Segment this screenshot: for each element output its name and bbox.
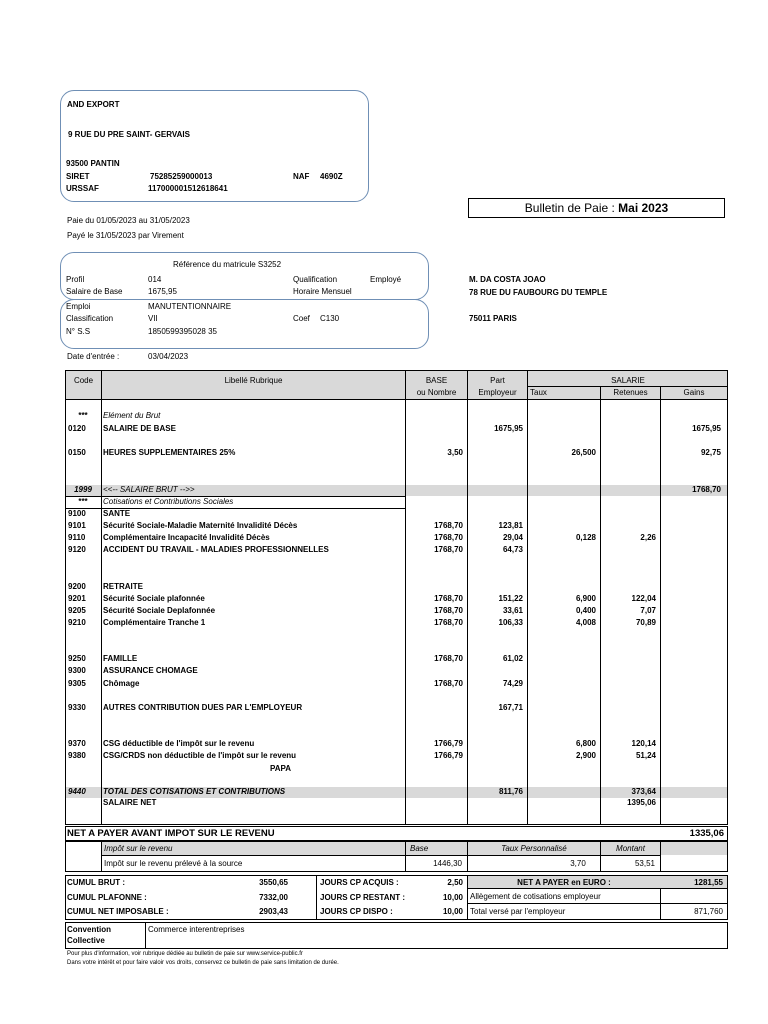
naf-label: NAF: [293, 172, 310, 181]
date-entree-label: Date d'entrée :: [67, 352, 120, 361]
company-city: 93500 PANTIN: [66, 159, 120, 168]
salaire-base-label: Salaire de Base: [66, 287, 123, 296]
row-base: 3,50: [447, 448, 463, 457]
row-taux: 0,400: [575, 606, 596, 615]
coef-label: Coef: [293, 314, 310, 323]
classification-label: Classification: [66, 314, 114, 323]
row-label: Chômage: [103, 679, 140, 688]
allegement-label: Allègement de cotisations employeur: [470, 892, 601, 901]
row-code: 9330: [68, 703, 86, 712]
row-code: 9380: [68, 751, 86, 760]
row-label: Sécurité Sociale-Maladie Maternité Invalidité Décès: [103, 521, 298, 530]
row-retenues: 51,24: [635, 751, 656, 760]
row-base: 1768,70: [434, 545, 463, 554]
net-euro-label: NET A PAYER en EURO :: [517, 878, 611, 887]
company-address: 9 RUE DU PRE SAINT- GERVAIS: [68, 130, 190, 139]
impot-vline-1: [101, 841, 102, 872]
row-taux: 4,008: [575, 618, 596, 627]
row-taux: 2,900: [575, 751, 596, 760]
row-code: ***: [78, 411, 88, 420]
row-part-employeur: 106,33: [498, 618, 523, 627]
cp-restant-label: JOURS CP RESTANT :: [320, 893, 406, 902]
row-code: 9300: [68, 666, 86, 675]
horaire-label: Horaire Mensuel: [293, 287, 352, 296]
qualification-value: Employé: [370, 275, 402, 284]
bulletin-title-label: Bulletin de Paie :: [524, 201, 619, 215]
profil-value: 014: [148, 275, 162, 284]
row-part-employeur: 811,76: [498, 787, 523, 796]
row-part-employeur: 1675,95: [494, 424, 523, 433]
row-retenues: 122,04: [631, 594, 656, 603]
ss-value: 1850599395028 35: [148, 327, 217, 336]
date-entree-value: 03/04/2023: [148, 352, 189, 361]
row-base: 1768,70: [434, 594, 463, 603]
row-gains: 92,75: [700, 448, 721, 457]
cp-dispo-label: JOURS CP DISPO :: [320, 907, 393, 916]
row-retenues: 70,89: [635, 618, 656, 627]
salaire-base-value: 1675,95: [148, 287, 177, 296]
row-label: CSG/CRDS non déductible de l'impôt sur le revenu: [103, 751, 297, 760]
impot-header-montant: Montant: [616, 844, 645, 853]
row-label: SALAIRE NET: [103, 798, 157, 807]
row-retenues: 2,26: [640, 533, 656, 542]
impot-header-label: Impôt sur le revenu: [104, 844, 173, 853]
row-code: 0120: [68, 424, 86, 433]
row-part-employeur: 167,71: [498, 703, 523, 712]
row-base: 1768,70: [434, 618, 463, 627]
coef-value: C130: [320, 314, 340, 323]
matricule: Référence du matricule S3252: [173, 260, 282, 269]
row-label: CSG déductible de l'impôt sur le revenu: [103, 739, 255, 748]
row-base: 1768,70: [434, 521, 463, 530]
row-label: AUTRES CONTRIBUTION DUES PAR L'EMPLOYEUR: [103, 703, 303, 712]
impot-header-taux: Taux Personnalisé: [501, 844, 567, 853]
net-euro-value: 1281,55: [694, 878, 723, 887]
total-verse-value: 871,760: [694, 907, 723, 916]
convention-label-2: Collective: [67, 936, 105, 945]
cp-acquis-label: JOURS CP ACQUIS :: [320, 878, 399, 887]
cumul-brut-value: 3550,65: [259, 878, 288, 887]
row-taux: 6,800: [575, 739, 596, 748]
row-base: 1766,79: [434, 739, 463, 748]
header-part-2: Employeur: [478, 388, 517, 397]
row-label: ACCIDENT DU TRAVAIL - MALADIES PROFESSIONNELLES: [103, 545, 329, 554]
impot-label: Impôt sur le revenu prélevé à la source: [104, 859, 243, 868]
employee-address: 78 RUE DU FAUBOURG DU TEMPLE: [469, 288, 608, 297]
row-code: 0150: [68, 448, 86, 457]
header-retenues: Retenues: [613, 388, 648, 397]
impot-mid-line: [101, 855, 660, 856]
pay-period: Paie du 01/05/2023 au 31/05/2023: [67, 216, 190, 225]
row-retenues: 373,64: [631, 787, 656, 796]
convention-vline: [145, 922, 146, 949]
row-code: ***: [78, 497, 88, 506]
impot-vline-5: [660, 841, 661, 872]
row-base: 1766,79: [434, 751, 463, 760]
row-part-employeur: 74,29: [502, 679, 523, 688]
header-salarie: SALARIE: [611, 376, 645, 385]
ss-label: N° S.S: [66, 327, 91, 336]
row-part-employeur: 29,04: [502, 533, 523, 542]
row-base: 1768,70: [434, 679, 463, 688]
employee-city: 75011 PARIS: [469, 314, 517, 323]
header-code: Code: [73, 376, 94, 385]
header-libelle: Libellé Rubrique: [224, 376, 283, 385]
row-taux: 6,900: [575, 594, 596, 603]
net-avant-impot-label: NET A PAYER AVANT IMPOT SUR LE REVENU: [67, 828, 275, 839]
footer-line-1: Pour plus d'information, voir rubrique dédiée au bulletin de paie sur www.service-public.fr: [67, 951, 303, 957]
header-base-2: ou Nombre: [416, 388, 457, 397]
row-code: 9440: [68, 787, 86, 796]
impot-montant: 53,51: [634, 859, 655, 868]
row-retenues: 7,07: [640, 606, 656, 615]
row-label: ASSURANCE CHOMAGE: [103, 666, 198, 675]
cumul-brut-label: CUMUL BRUT :: [67, 878, 126, 887]
row-label: SANTE: [103, 509, 131, 518]
row-label: FAMILLE: [103, 654, 138, 663]
row-taux: 26,500: [571, 448, 596, 457]
cumul-imposable-value: 2903,43: [259, 907, 288, 916]
row-label: SALAIRE DE BASE: [103, 424, 176, 433]
row-code: 9101: [68, 521, 86, 530]
convention-value: Commerce interentreprises: [148, 925, 245, 934]
row-label: Sécurité Sociale plafonnée: [103, 594, 205, 603]
reference-box-2: [60, 299, 429, 349]
qualification-label: Qualification: [293, 275, 338, 284]
header-gains: Gains: [683, 388, 705, 397]
header-bottom-line: [65, 399, 728, 400]
cp-acquis-value: 2,50: [447, 878, 463, 887]
row-code: 9370: [68, 739, 86, 748]
footer-line-2: Dans votre intérêt et pour faire valoir vos droits, conservez ce bulletin de paie sans limitation de durée.: [67, 960, 339, 966]
urssaf-label: URSSAF: [66, 184, 99, 193]
row-part-employeur: 123,81: [498, 521, 523, 530]
siret-value: 75285259000013: [150, 172, 213, 181]
classification-value: VII: [148, 314, 158, 323]
row-part-employeur: 61,02: [502, 654, 523, 663]
row-part-employeur: 33,61: [502, 606, 523, 615]
emploi-value: MANUTENTIONNAIRE: [148, 302, 232, 311]
col-line-code: [101, 370, 102, 825]
row-label: HEURES SUPPLEMENTAIRES 25%: [103, 448, 236, 457]
naf-value: 4690Z: [320, 172, 343, 181]
cumuls-hline-1: [467, 888, 728, 889]
urssaf-value: 117000001512618641: [148, 184, 228, 193]
cp-dispo-value: 10,00: [442, 907, 463, 916]
row-code: 9100: [68, 509, 86, 518]
row-label: Cotisations et Contributions Sociales: [103, 497, 234, 506]
row-base: 1768,70: [434, 606, 463, 615]
cumul-plafonne-value: 7332,00: [259, 893, 288, 902]
row-code: 1999: [74, 485, 92, 494]
bulletin-title: [468, 201, 725, 215]
convention-label-1: Convention: [67, 925, 111, 934]
row-code: 9120: [68, 545, 86, 554]
row-label: Sécurité Sociale Deplafonnée: [103, 606, 216, 615]
row-part-employeur: 151,22: [498, 594, 523, 603]
row-retenues: 120,14: [631, 739, 656, 748]
row-part-employeur: 64,73: [502, 545, 523, 554]
row-base: 1768,70: [434, 533, 463, 542]
row-label: Complémentaire Incapacité Invalidité Décès: [103, 533, 270, 542]
emploi-label: Emploi: [66, 302, 91, 311]
row-code: 9200: [68, 582, 86, 591]
row-code: 9110: [68, 533, 86, 542]
header-part-1: Part: [490, 376, 505, 385]
impot-taux: 3,70: [570, 859, 586, 868]
row-base: 1768,70: [434, 654, 463, 663]
row-gains: 1675,95: [692, 424, 721, 433]
row-label: TOTAL DES COTISATIONS ET CONTRIBUTIONS: [103, 787, 286, 796]
row-label: RETRAITE: [103, 582, 143, 591]
cumul-imposable-label: CUMUL NET IMPOSABLE :: [67, 907, 169, 916]
row-taux: 0,128: [575, 533, 596, 542]
header-taux: Taux: [530, 388, 547, 397]
row-code: 9305: [68, 679, 86, 688]
cp-restant-value: 10,00: [442, 893, 463, 902]
row-label: <<-- SALAIRE BRUT -->>: [103, 485, 195, 494]
row-label: PAPA: [270, 764, 292, 773]
row-label: Complémentaire Tranche 1: [103, 618, 206, 627]
bulletin-month: Mai 2023: [618, 201, 669, 215]
cumul-plafonne-label: CUMUL PLAFONNE :: [67, 893, 147, 902]
siret-label: SIRET: [66, 172, 90, 181]
row-gains: 1768,70: [692, 485, 721, 494]
cumuls-vline-1: [316, 875, 317, 920]
salarie-underline: [527, 386, 728, 387]
impot-header-base: Base: [410, 844, 429, 853]
row-label: Elément du Brut: [103, 411, 161, 420]
row-code: 9250: [68, 654, 86, 663]
net-avant-impot-value: 1335,06: [689, 828, 724, 839]
impot-base: 1446,30: [433, 859, 462, 868]
employee-name: M. DA COSTA JOAO: [469, 275, 546, 284]
cumuls-hline-2: [467, 903, 728, 904]
paid-on: Payé le 31/05/2023 par Virement: [67, 231, 184, 240]
row-retenues: 1395,06: [627, 798, 656, 807]
header-base-1: BASE: [425, 376, 448, 385]
company-name: AND EXPORT: [67, 100, 120, 109]
profil-label: Profil: [66, 275, 85, 284]
row-code: 9205: [68, 606, 86, 615]
row-code: 9201: [68, 594, 86, 603]
row-code: 9210: [68, 618, 86, 627]
total-verse-label: Total versé par l'employeur: [470, 907, 566, 916]
